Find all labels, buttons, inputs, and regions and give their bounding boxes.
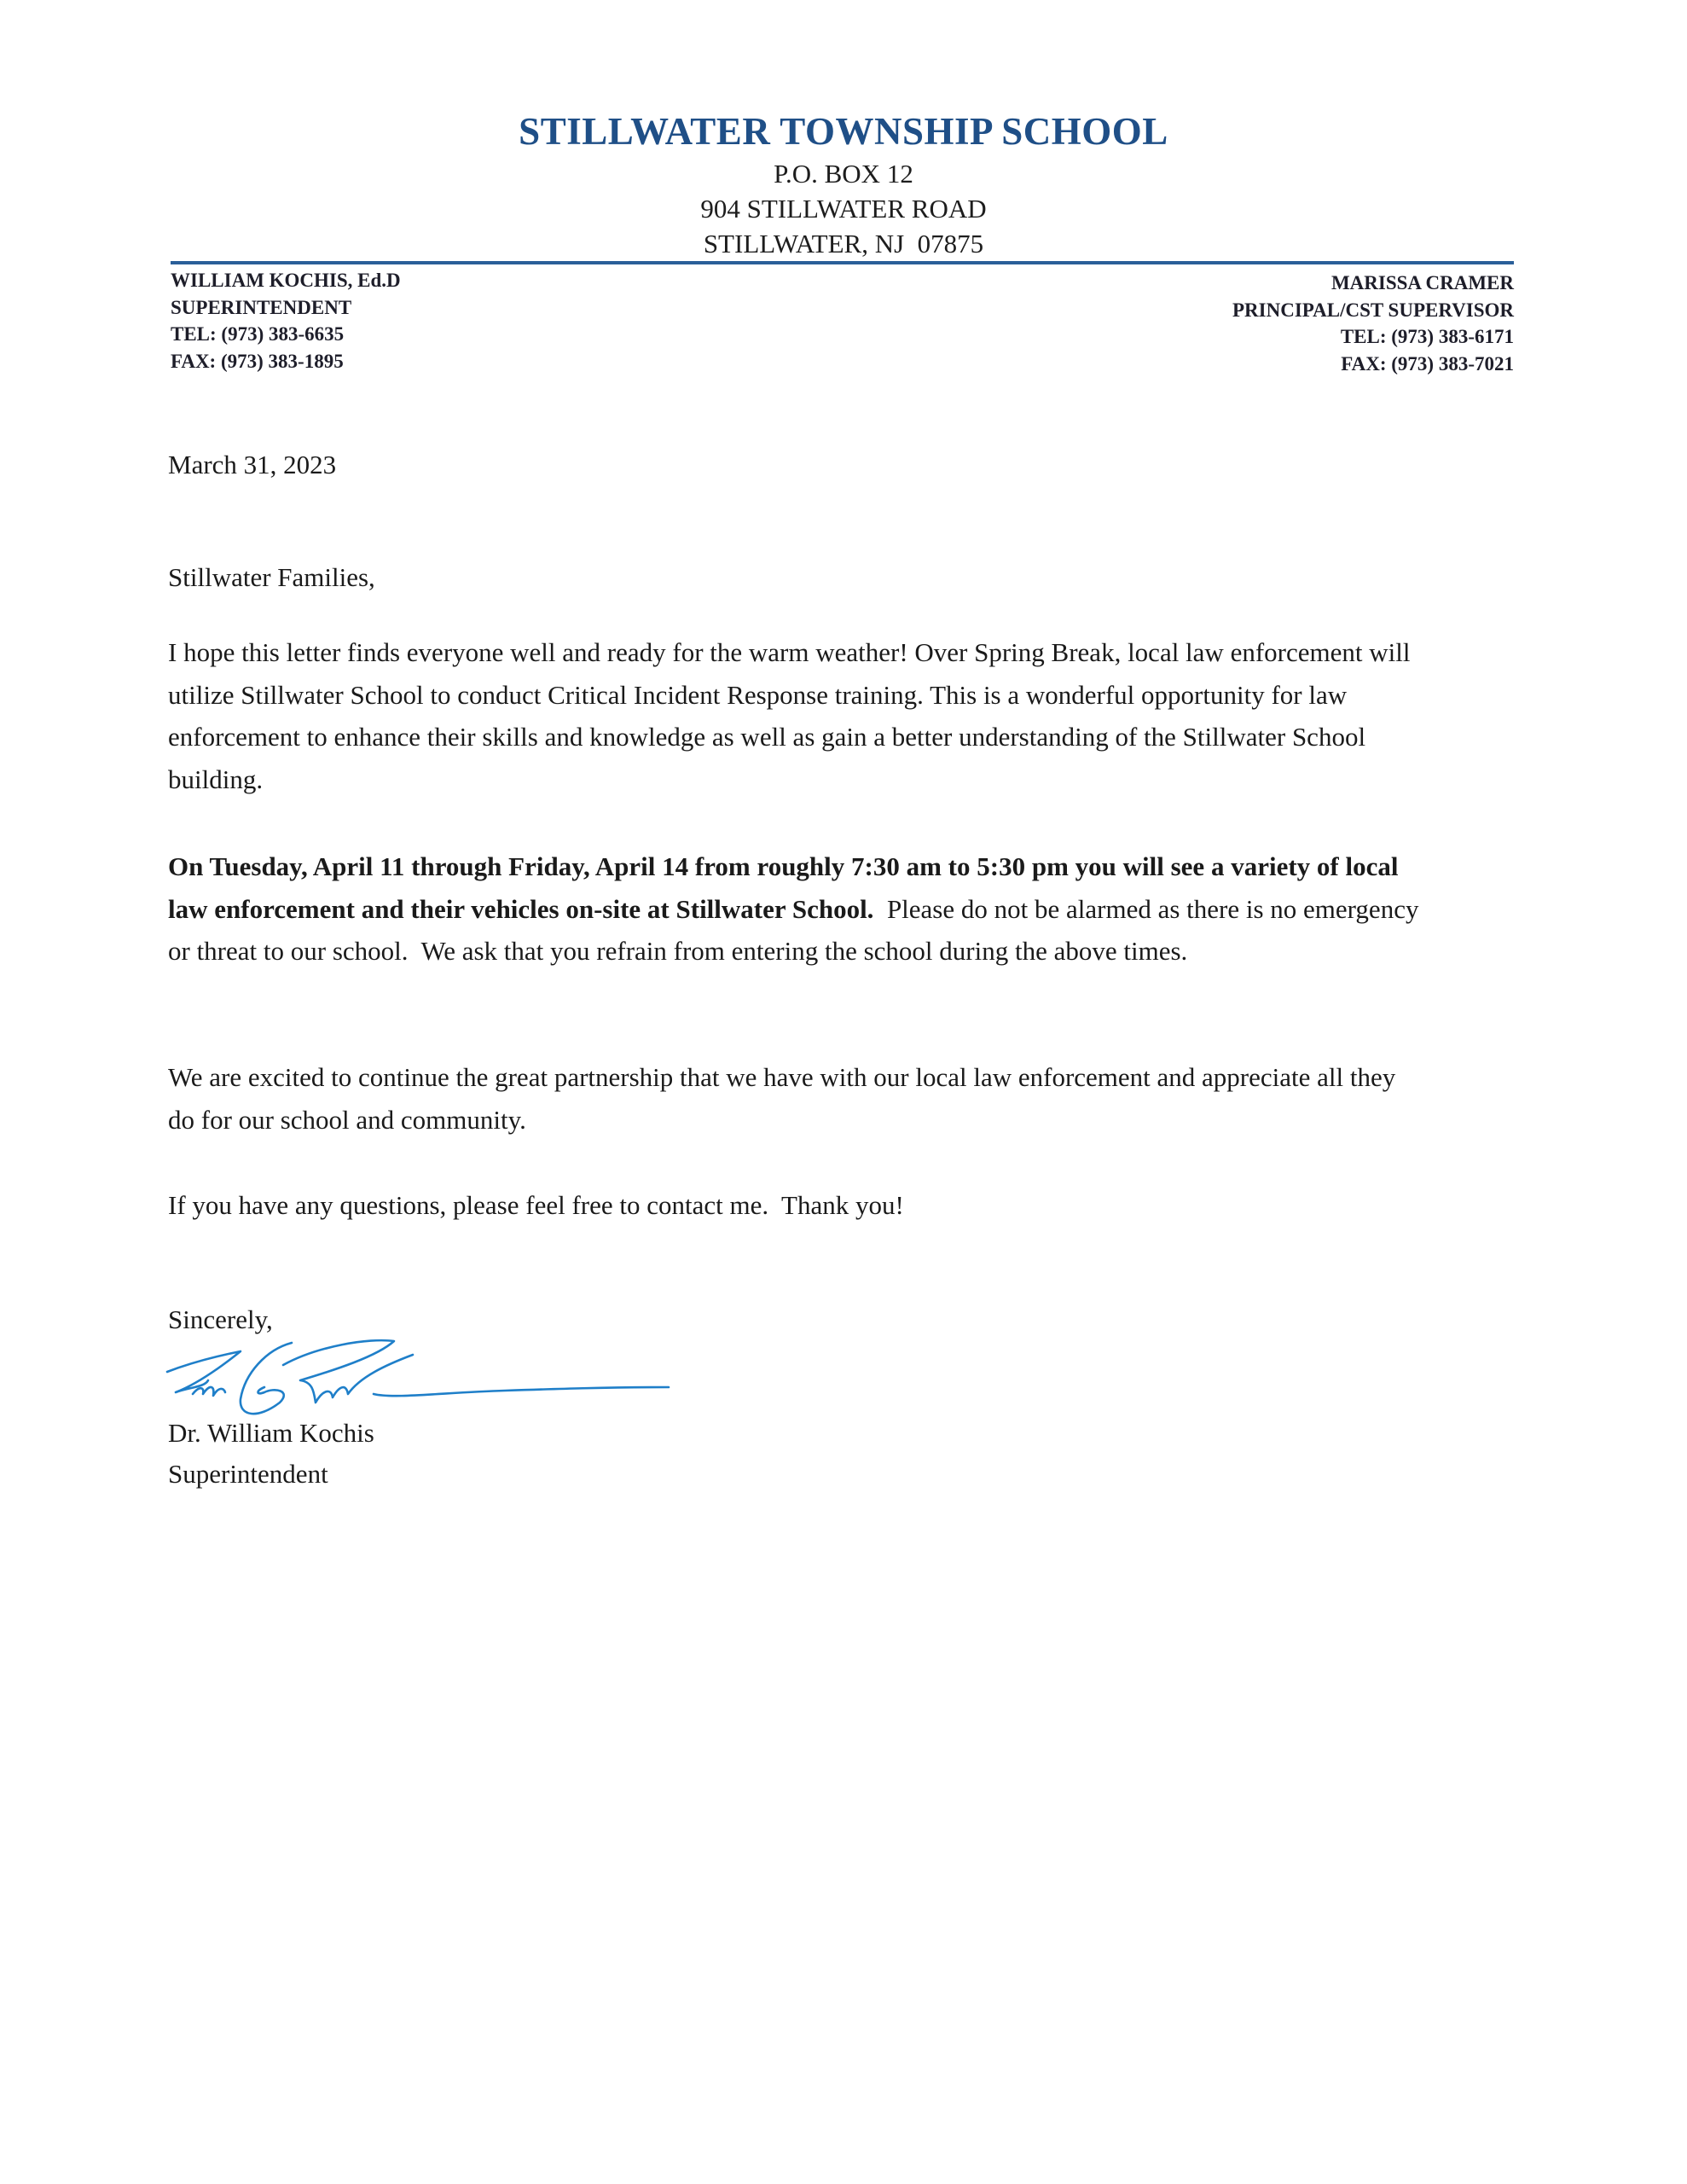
- principal-tel: TEL: (973) 383-6171: [1340, 326, 1514, 347]
- principal-contact: [1232, 270, 1514, 377]
- signature-stroke-k: [283, 1340, 413, 1403]
- address-city: STILLWATER, NJ 07875: [703, 229, 984, 258]
- school-name: STILLWATER TOWNSHIP SCHOOL: [519, 110, 1168, 153]
- principal-title: PRINCIPAL/CST SUPERVISOR: [1232, 299, 1514, 321]
- superintendent-contact: [171, 267, 401, 375]
- superintendent-name: WILLIAM KOCHIS, Ed.D: [171, 270, 401, 291]
- signer-name: Dr. William Kochis: [168, 1418, 374, 1448]
- paragraph-3-text: We are excited to continue the great partnership that we have with our local law enforcement and appreciate all they do for our school and community.: [168, 1062, 1396, 1135]
- letter-salutation: Stillwater Families,: [168, 562, 375, 592]
- paragraph-2-rest-text: Please do not be alarmed as there is no emergency or threat to our school. We ask that you refrain from entering the school during the above times.: [168, 893, 1426, 966]
- paragraph-2-bold-text: On Tuesday, April 11 through Friday, April 14 from roughly 7:30 am to 5:30 pm you will see a variety of local law enforcement and their vehicles on-site at Stillwater School.: [168, 851, 1406, 924]
- principal-fax: FAX: (973) 383-7021: [1341, 352, 1514, 375]
- letter-closing: Sincerely,: [168, 1304, 273, 1334]
- signer-title: Superintendent: [168, 1459, 328, 1489]
- paragraph-2-text: [168, 845, 1426, 973]
- address-po-box: P.O. BOX 12: [774, 159, 913, 189]
- address-street: 904 STILLWATER ROAD: [700, 194, 987, 224]
- letterhead-divider: [171, 261, 1514, 264]
- letter-paragraph-1: [168, 631, 1464, 800]
- signature-stroke-tail: [374, 1387, 669, 1396]
- paragraph-1-text: I hope this letter finds everyone well and ready for the warm weather! Over Spring Break, local law enforcement will utilize Stillwater School to conduct Critical Incident Response training. This is a wonderful opportunity for law enforcement to enhance their skills and knowledge as well as gain a better understanding of the Stillwater School building.: [168, 637, 1411, 794]
- letter-paragraph-4: If you have any questions, please feel free to contact me. Thank you!: [168, 1190, 904, 1220]
- letter-date: March 31, 2023: [168, 450, 337, 479]
- letter-paragraph-2: [168, 845, 1426, 973]
- letter-paragraph-3: [168, 1056, 1422, 1141]
- superintendent-title: SUPERINTENDENT: [171, 296, 352, 318]
- superintendent-fax: FAX: (973) 383-1895: [171, 350, 344, 372]
- principal-name: MARISSA CRAMER: [1330, 272, 1514, 293]
- signature-stroke-m: [193, 1387, 225, 1396]
- signature-stroke-loop: [241, 1343, 292, 1414]
- superintendent-tel: TEL: (973) 383-6635: [171, 323, 345, 345]
- signature-stroke-initial-w: [167, 1351, 241, 1392]
